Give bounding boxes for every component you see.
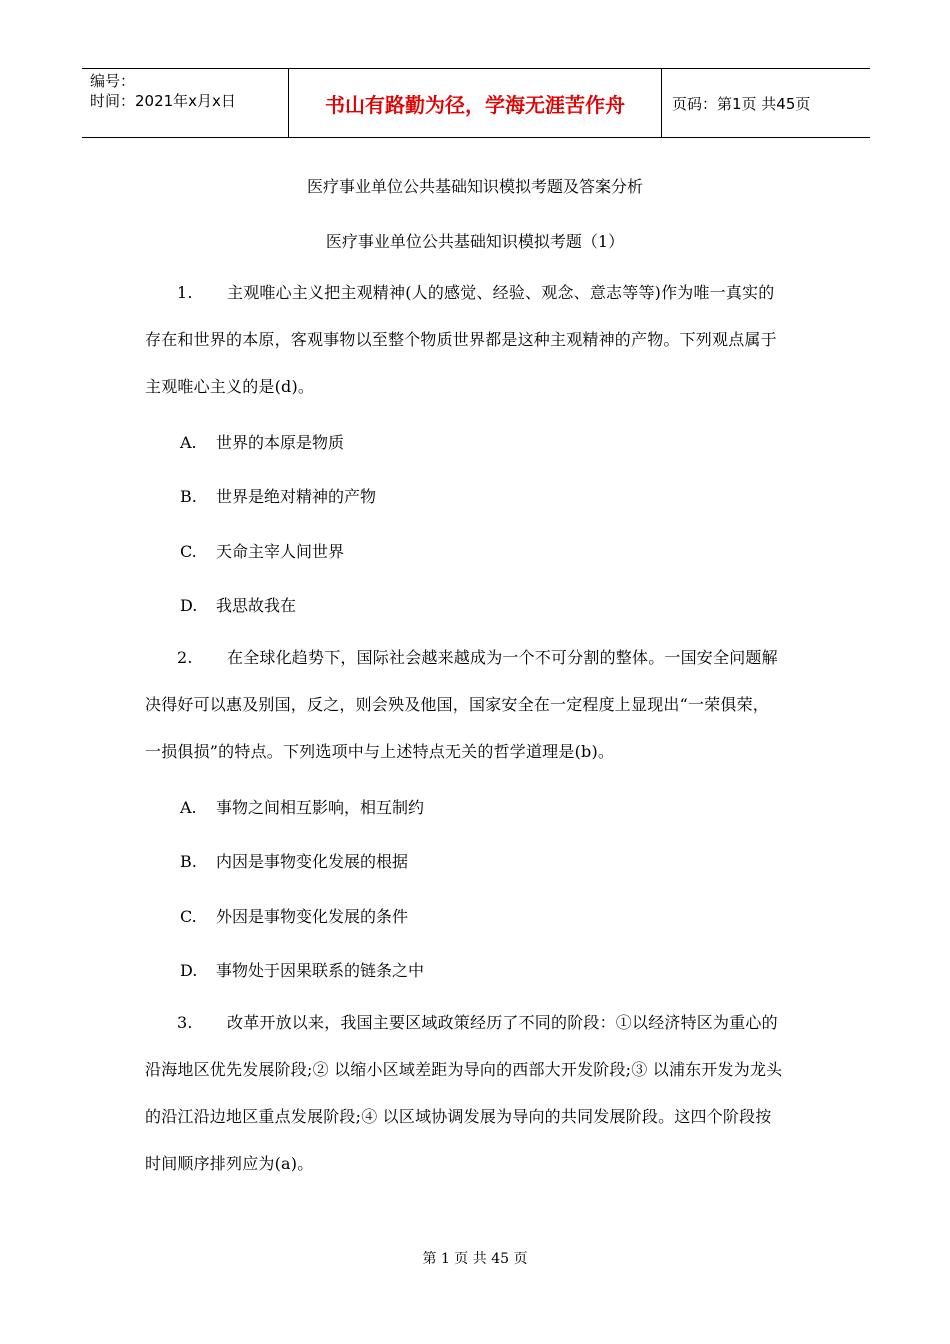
question-line: 一损俱损”的特点。下列选项中与上述特点无关的哲学道理是(b)。 [145, 742, 615, 761]
option-1c: C. 天命主宰人间世界 [180, 542, 345, 561]
option-1b: B. 世界是绝对精神的产物 [180, 487, 377, 506]
option-2a: A. 事物之间相互影响，相互制约 [180, 798, 425, 817]
question-number: 1. [177, 283, 193, 302]
option-2b: B. 内因是事物变化发展的根据 [180, 852, 409, 871]
question-line: 的沿江沿边地区重点发展阶段;④ 以区域协调发展为导向的共同发展阶段。这四个阶段按 [145, 1107, 772, 1126]
time-label: 时间：2021年x月x日 [90, 92, 236, 110]
number-label: 编号： [90, 72, 136, 90]
option-2c: C. 外因是事物变化发展的条件 [180, 907, 409, 926]
question-line: 3. 改革开放以来，我国主要区域政策经历了不同的阶段：①以经济特区为重心的 [145, 999, 805, 1046]
option-2d: D. 事物处于因果联系的链条之中 [180, 961, 425, 980]
header-meta [82, 69, 288, 137]
question-number: 2. [177, 648, 193, 667]
document-subtitle: 医疗事业单位公共基础知识模拟考题（1） [325, 232, 625, 251]
page-footer: 第 1 页 共 45 页 [422, 1251, 528, 1267]
question-3 [145, 999, 805, 1187]
page-header [82, 68, 870, 138]
document-title: 医疗事业单位公共基础知识模拟考题及答案分析 [306, 177, 643, 196]
question-line: 1. 主观唯心主义把主观精神(人的感觉、经验、观念、意志等等)作为唯一真实的 [145, 269, 805, 316]
question-line: 存在和世界的本原，客观事物以至整个物质世界都是这种主观精神的产物。下列观点属于 [145, 330, 777, 349]
question-1 [145, 269, 805, 410]
header-motto: 书山有路勤为径，学海无涯苦作舟 [288, 69, 662, 137]
question-line: 主观唯心主义的是(d)。 [145, 377, 315, 396]
header-page-info: 页码：第1页 共45页 [672, 94, 811, 113]
option-1d: D. 我思故我在 [180, 596, 297, 615]
option-1a: A. 世界的本原是物质 [180, 433, 345, 452]
question-line: 决得好可以惠及别国，反之，则会殃及他国，国家安全在一定程度上显现出“一荣俱荣， [145, 695, 769, 714]
question-line: 时间顺序排列应为(a)。 [145, 1154, 314, 1173]
question-number: 3. [177, 1013, 193, 1032]
question-line: 沿海地区优先发展阶段;② 以缩小区域差距为导向的西部大开发阶段;③ 以浦东开发为龙头 [145, 1060, 783, 1079]
question-line: 2. 在全球化趋势下，国际社会越来越成为一个不可分割的整体。一国安全问题解 [145, 634, 805, 681]
question-2 [145, 634, 805, 775]
